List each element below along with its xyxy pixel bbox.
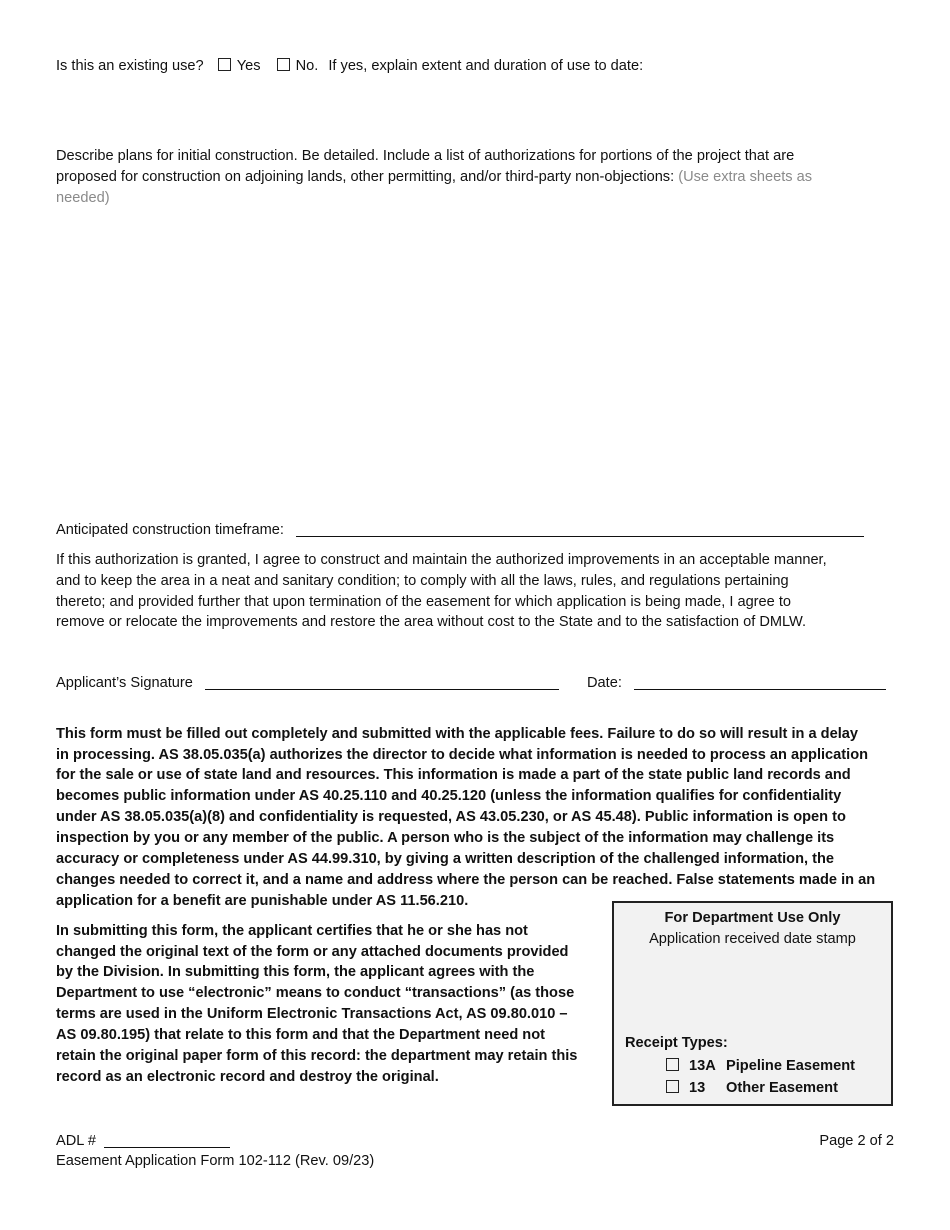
- notice-line: changes needed to correct it, and a name and address where the person can be reached. False statements made in an: [56, 872, 876, 888]
- agreement-line: If this authorization is granted, I agree to construct and maintain the authorized improvements in an acceptable manner,: [56, 552, 827, 568]
- construction-hint-cont: needed): [56, 190, 110, 206]
- form-name: Easement Application Form 102-112 (Rev. 09/23): [56, 1153, 375, 1169]
- certification-line: by the Division. In submitting this form, the applicant agrees with the: [56, 964, 535, 980]
- certification-line: In submitting this form, the applicant certifies that he or she has not: [56, 923, 528, 939]
- notice-line: in processing. AS 38.05.035(a) authorizes the director to decide what information is needed to process an application: [56, 747, 869, 763]
- timeframe-label: Anticipated construction timeframe:: [56, 522, 284, 538]
- notice-line: This form must be filled out completely and submitted with the applicable fees. Failure to do so will result in a delay: [56, 726, 858, 742]
- receipt-types-label: Receipt Types:: [625, 1035, 728, 1051]
- receipt-type-item: [666, 1058, 855, 1074]
- signature-label: Applicant’s Signature: [56, 675, 193, 691]
- existing-use-followup: If yes, explain extent and duration of use to date:: [328, 58, 644, 74]
- adl-field[interactable]: [104, 1133, 230, 1148]
- agreement-line: remove or relocate the improvements and restore the area without cost to the State and to the satisfaction of DMLW.: [56, 614, 807, 630]
- date-stamp-label: Application received date stamp: [649, 931, 856, 947]
- construction-answer-area[interactable]: [56, 214, 894, 510]
- notice-line: inspection by you or any member of the public. A person who is the subject of the information may challenge its: [56, 830, 835, 846]
- certification-line: terms are used in the Uniform Electronic Transactions Act, AS 09.80.010 –: [56, 1006, 568, 1022]
- certification-line: changed the original text of the form or any attached documents provided: [56, 944, 569, 960]
- construction-hint: (Use extra sheets as: [678, 169, 813, 185]
- receipt-code: 13A: [689, 1058, 716, 1074]
- page-number: Page 2 of 2: [819, 1133, 894, 1149]
- construction-prompt-line1: Describe plans for initial construction. Be detailed. Include a list of authorizations for portions of the project that are: [56, 148, 795, 164]
- certification-line: Department to use “electronic” means to conduct “transactions” (as those: [56, 985, 575, 1001]
- signature-row: [56, 675, 559, 691]
- department-use-box: [612, 901, 893, 1106]
- existing-use-yes-label: Yes: [236, 58, 261, 74]
- certification-line: retain the original paper form of this record: the department may retain this: [56, 1048, 578, 1064]
- receipt-code: 13: [689, 1080, 706, 1096]
- agreement-line: and to keep the area in a neat and sanitary condition; to comply with all the laws, rules, and regulations pertaining: [56, 573, 789, 589]
- certification-line: AS 09.80.195) that relate to this form and that the Department need not: [56, 1027, 545, 1043]
- notice-line: application for a benefit are punishable under AS 11.56.210.: [56, 893, 469, 909]
- adl-label: ADL #: [56, 1133, 97, 1149]
- receipt-label: Other Easement: [726, 1080, 838, 1096]
- notice-line: under AS 38.05.035(a)(8) and confidentiality is requested, AS 43.05.230, or AS 45.48). Public information is open to: [56, 809, 846, 825]
- receipt-13-checkbox[interactable]: [666, 1080, 679, 1093]
- notice-line: becomes public information under AS 40.25.110 and 40.25.120 (unless the information qualifies for confidentiality: [56, 788, 842, 804]
- signature-field[interactable]: [205, 675, 559, 690]
- existing-use-yes-checkbox[interactable]: [218, 58, 231, 71]
- date-field[interactable]: [634, 675, 886, 690]
- construction-prompt-text: proposed for construction on adjoining lands, other permitting, and/or third-party non-objections:: [56, 169, 675, 185]
- date-row: [587, 675, 886, 691]
- receipt-type-item: [666, 1080, 838, 1096]
- existing-use-answer-area[interactable]: [56, 84, 894, 140]
- receipt-label: Pipeline Easement: [726, 1058, 855, 1074]
- timeframe-row: [56, 522, 864, 538]
- existing-use-row: [56, 58, 643, 74]
- existing-use-no-label: No.: [295, 58, 319, 74]
- existing-use-question: Is this an existing use?: [56, 58, 204, 74]
- certification-line: record as an electronic record and destroy the original.: [56, 1069, 439, 1085]
- department-use-title: For Department Use Only: [664, 910, 841, 926]
- construction-prompt-line2: [56, 169, 812, 185]
- adl-row: [56, 1133, 230, 1149]
- receipt-13a-checkbox[interactable]: [666, 1058, 679, 1071]
- existing-use-no-checkbox[interactable]: [277, 58, 290, 71]
- date-label: Date:: [587, 675, 622, 691]
- agreement-line: thereto; and provided further that upon termination of the easement for which application is being made, I agree to: [56, 594, 792, 610]
- timeframe-field[interactable]: [296, 522, 864, 537]
- notice-line: for the sale or use of state land and resources. This information is made a part of the state public land records and: [56, 767, 851, 783]
- notice-line: accuracy or completeness under AS 44.99.310, by giving a written description of the challenged information, the: [56, 851, 834, 867]
